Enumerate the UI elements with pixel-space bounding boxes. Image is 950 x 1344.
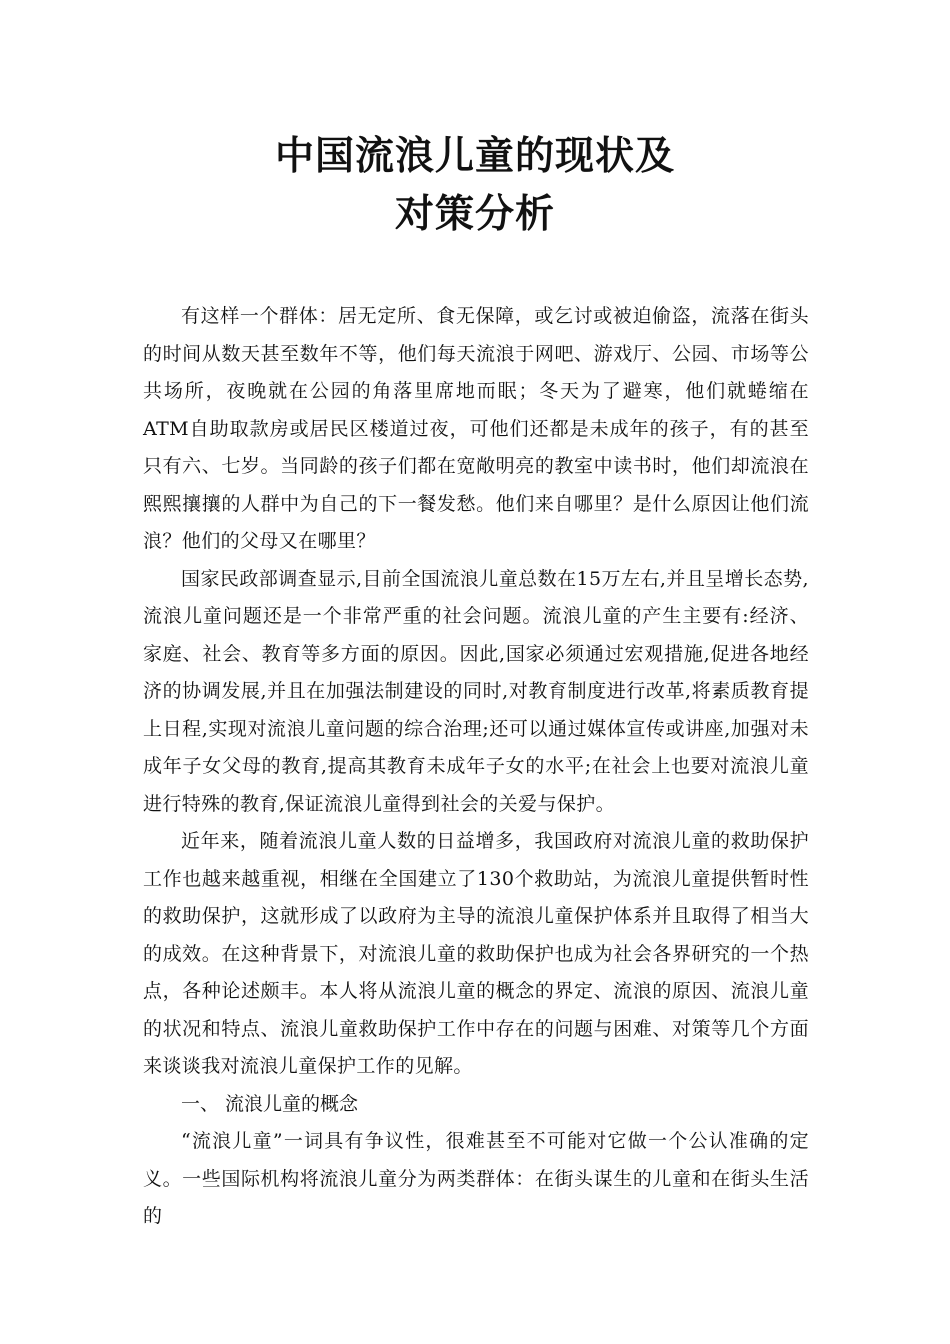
document-body — [143, 298, 809, 1236]
paragraph-recent-years: 近年来，随着流浪儿童人数的日益增多，我国政府对流浪儿童的救助保护工作也越来越重视，相继在全国建立了130个救助站，为流浪儿童提供暂时性的救助保护，这就形成了以政府为主导的流浪儿童保护体系并且取得了相当大的成效。在这种背景下，对流浪儿童的救助保护也成为社会各界研究的一个热点，各种论述颇丰。本人将从流浪儿童的概念的界定、流浪的原因、流浪儿童的状况和特点、流浪儿童救助保护工作中存在的问题与困难、对策等几个方面来谈谈我对流浪儿童保护工作的见解。 — [143, 830, 809, 1077]
paragraph-intro: 有这样一个群体：居无定所、食无保障，或乞讨或被迫偷盗，流落在街头的时间从数天甚至数年不等，他们每天流浪于网吧、游戏厅、公园、市场等公共场所，夜晚就在公园的角落里席地而眠；冬天为了避寒，他们就蜷缩在ATM自助取款房或居民区楼道过夜，可他们还都是未成年的孩子，有的甚至只有六、七岁。当同龄的孩子们都在宽敞明亮的教室中读书时，他们却流浪在熙熙攘攘的人群中为自己的下一餐发愁。他们来自哪里？是什么原因让他们流浪？他们的父母又在哪里？ — [143, 305, 809, 552]
document-title-line-2: 对策分析 — [394, 192, 555, 237]
paragraph-concept: “流浪儿童”一词具有争议性，很难甚至不可能对它做一个公认准确的定义。一些国际机构将流浪儿童分为两类群体：在街头谋生的儿童和在街头生活的 — [143, 1130, 809, 1227]
section-heading-concept: 一、 流浪儿童的概念 — [181, 1092, 359, 1115]
paragraph-survey: 国家民政部调查显示,目前全国流浪儿童总数在15万左右,并且呈增长态势,流浪儿童问题还是一个非常严重的社会问题。流浪儿童的产生主要有:经济、家庭、社会、教育等多方面的原因。因此,国家必须通过宏观措施,促进各地经济的协调发展,并且在加强法制建设的同时,对教育制度进行改革,将素质教育提上日程,实现对流浪儿童问题的综合治理;还可以通过媒体宣传或讲座,加强对未成年子女父母的教育,提高其教育未成年子女的水平;在社会上也要对流浪儿童进行特殊的教育,保证流浪儿童得到社会的关爱与保护。 — [143, 567, 809, 815]
document-title-line-1: 中国流浪儿童的现状及 — [274, 134, 675, 179]
